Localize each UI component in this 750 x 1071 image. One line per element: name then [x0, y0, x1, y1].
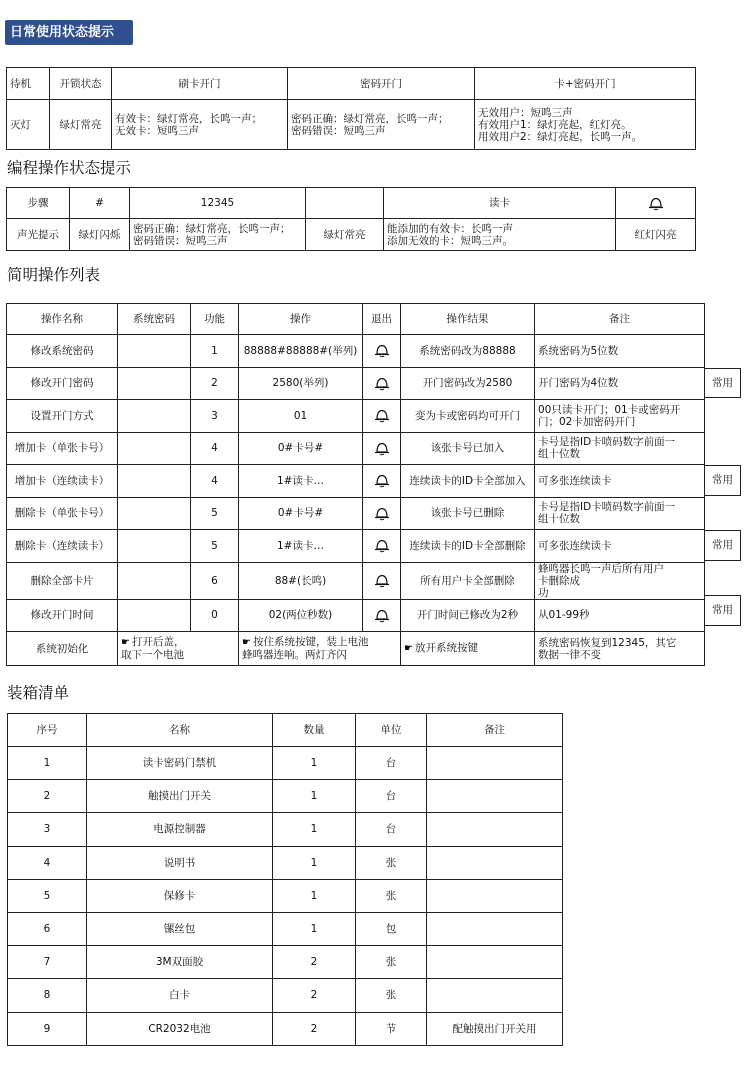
ops-cell-exit [363, 335, 401, 368]
packing-cell-unit: 张 [356, 979, 427, 1012]
packing-cell-name: 说明书 [87, 846, 273, 879]
ops-header-note: 备注 [535, 304, 705, 335]
ops-cell-result: 该张卡号已加入 [401, 432, 535, 465]
packing-cell-qty: 1 [273, 912, 356, 945]
ops-cell-result: 该张卡号已删除 [401, 497, 535, 530]
ops-cell-func: 6 [191, 562, 239, 599]
ops-cell-op: 0#卡号# [239, 432, 363, 465]
packing-header-qty: 数量 [273, 714, 356, 747]
packing-header-no: 序号 [8, 714, 87, 747]
ops-cell-note: 从01-99秒 [535, 599, 705, 632]
packing-row [8, 879, 563, 912]
packing-cell-name: 镙丝包 [87, 912, 273, 945]
packing-cell-no: 3 [8, 813, 87, 846]
section-title-ops: 简明操作列表 [7, 266, 101, 284]
programming-status-table [6, 187, 696, 251]
ops-cell-syspwd [118, 465, 191, 498]
packing-row [8, 813, 563, 846]
ops-cell-note: 卡号是指ID卡喷码数字前面一 组十位数 [535, 432, 705, 465]
ops-row [7, 599, 705, 632]
section-title-packing: 装箱清单 [7, 684, 70, 702]
ops-cell-note: 蜂鸣器长鸣一声后所有用户 卡删除成 功 [535, 562, 705, 599]
ops-cell-result: 开门时间已修改为2秒 [401, 599, 535, 632]
packing-cell-no: 1 [8, 747, 87, 780]
ops-cell-op: 1#读卡… [239, 530, 363, 563]
ops-cell-exit [363, 497, 401, 530]
packing-cell-no: 5 [8, 879, 87, 912]
ops-cell-op: 02(两位秒数) [239, 599, 363, 632]
packing-cell-unit: 台 [356, 747, 427, 780]
ops-cell-name: 设置开门方式 [7, 400, 118, 433]
ops-cell-op: 2580(举列) [239, 367, 363, 400]
init-step3: ☛ 放开系统按键 [401, 632, 535, 666]
packing-cell-no: 6 [8, 912, 87, 945]
ops-cell-name: 删除卡（连续读卡） [7, 530, 118, 563]
ops-cell-result: 变为卡或密码均可开门 [401, 400, 535, 433]
ops-cell-name: 删除卡（单张卡号） [7, 497, 118, 530]
packing-row [8, 780, 563, 813]
ops-row [7, 530, 705, 563]
packing-cell-qty: 1 [273, 846, 356, 879]
bell-icon [647, 196, 665, 211]
ops-cell-name: 增加卡（连续读卡） [7, 465, 118, 498]
section-title-daily: 日常使用状态提示 [5, 20, 133, 45]
init-step2: ☛ 按住系统按键，装上电池 蜂鸣器连响。两灯齐闪 [239, 632, 401, 666]
ops-cell-name: 增加卡（单张卡号） [7, 432, 118, 465]
packing-cell-name: CR2032电池 [87, 1012, 273, 1045]
ops-cell-result: 连续读卡的ID卡全部删除 [401, 530, 535, 563]
ops-cell-func: 5 [191, 530, 239, 563]
packing-cell-no: 9 [8, 1012, 87, 1045]
ops-cell-syspwd [118, 367, 191, 400]
cell-standby: 灭灯 [7, 100, 50, 150]
common-tag: 常用 [704, 530, 741, 561]
ops-header-result: 操作结果 [401, 304, 535, 335]
ops-cell-op: 88#(长鸣) [239, 562, 363, 599]
packing-row [8, 747, 563, 780]
ops-cell-func: 0 [191, 599, 239, 632]
ops-row [7, 335, 705, 368]
packing-cell-unit: 节 [356, 1012, 427, 1045]
packing-cell-qty: 2 [273, 946, 356, 979]
ops-cell-exit [363, 400, 401, 433]
packing-cell-unit: 台 [356, 780, 427, 813]
packing-header-unit: 单位 [356, 714, 427, 747]
ops-header-exit: 退出 [363, 304, 401, 335]
packing-cell-qty: 1 [273, 747, 356, 780]
ops-cell-exit [363, 367, 401, 400]
ops-cell-note: 开门密码为4位数 [535, 367, 705, 400]
bell-icon [373, 506, 391, 521]
ops-cell-note: 卡号是指ID卡喷码数字前面一 组十位数 [535, 497, 705, 530]
packing-row [8, 946, 563, 979]
packing-cell-note [427, 979, 563, 1012]
prog-cell-code-result: 密码正确：绿灯常亮，长鸣一声； 密码错误：短鸣三声 [130, 219, 306, 251]
cell-password-open: 密码正确：绿灯常亮，长鸣一声； 密码错误：短鸣三声 [288, 100, 475, 150]
packing-header-note: 备注 [427, 714, 563, 747]
packing-cell-no: 7 [8, 946, 87, 979]
ops-header-op: 操作 [239, 304, 363, 335]
init-name: 系统初始化 [7, 632, 118, 666]
ops-cell-note: 可多张连续读卡 [535, 465, 705, 498]
prog-header-bell [616, 188, 696, 219]
ops-cell-syspwd [118, 432, 191, 465]
ops-row [7, 400, 705, 433]
packing-cell-unit: 张 [356, 946, 427, 979]
prog-cell-green-flash: 绿灯闪烁 [70, 219, 130, 251]
prog-cell-light-sound: 声光提示 [7, 219, 70, 251]
ops-cell-note: 系统密码为5位数 [535, 335, 705, 368]
packing-cell-note [427, 747, 563, 780]
daily-status-table [6, 67, 696, 150]
ops-row [7, 432, 705, 465]
prog-cell-read-result: 能添加的有效卡：长鸣一声 添加无效的卡：短鸣三声。 [384, 219, 616, 251]
ops-cell-result: 开门密码改为2580 [401, 367, 535, 400]
packing-cell-qty: 2 [273, 979, 356, 1012]
ops-header-name: 操作名称 [7, 304, 118, 335]
bell-icon [373, 573, 391, 588]
packing-cell-note [427, 780, 563, 813]
hand-pointer-icon: ☛ [242, 637, 251, 648]
packing-cell-note: 配触摸出门开关用 [427, 1012, 563, 1045]
ops-row [7, 465, 705, 498]
packing-cell-no: 2 [8, 780, 87, 813]
init-step1: ☛ 打开后盖， 取下一个电池 [118, 632, 239, 666]
hand-pointer-icon: ☛ [121, 637, 130, 648]
ops-cell-func: 2 [191, 367, 239, 400]
packing-row [8, 912, 563, 945]
header-card-open: 刷卡开门 [112, 68, 288, 100]
packing-table [7, 713, 563, 1046]
prog-cell-red-flash: 红灯闪亮 [616, 219, 696, 251]
prog-header-empty [306, 188, 384, 219]
ops-cell-syspwd [118, 400, 191, 433]
packing-cell-no: 8 [8, 979, 87, 1012]
packing-cell-name: 保修卡 [87, 879, 273, 912]
packing-cell-name: 读卡密码门禁机 [87, 747, 273, 780]
section-title-programming: 编程操作状态提示 [7, 159, 132, 177]
bell-icon [373, 473, 391, 488]
packing-row [8, 979, 563, 1012]
bell-icon [373, 408, 391, 423]
packing-cell-name: 3M双面胶 [87, 946, 273, 979]
ops-table [6, 303, 705, 666]
packing-row [8, 846, 563, 879]
packing-cell-qty: 1 [273, 879, 356, 912]
packing-cell-note [427, 912, 563, 945]
prog-header-hash: # [70, 188, 130, 219]
packing-cell-qty: 1 [273, 813, 356, 846]
ops-cell-func: 4 [191, 432, 239, 465]
ops-cell-func: 4 [191, 465, 239, 498]
packing-cell-unit: 张 [356, 879, 427, 912]
cell-card-open: 有效卡：绿灯常亮，长鸣一声； 无效卡：短鸣三声 [112, 100, 288, 150]
packing-cell-qty: 2 [273, 1012, 356, 1045]
cell-unlock-state: 绿灯常亮 [50, 100, 112, 150]
init-result: 系统密码恢复到12345，其它 数据一律不变 [535, 632, 705, 666]
ops-header-func: 功能 [191, 304, 239, 335]
ops-cell-syspwd [118, 599, 191, 632]
ops-row [7, 562, 705, 599]
prog-header-step: 步骤 [7, 188, 70, 219]
ops-cell-exit [363, 530, 401, 563]
header-password-open: 密码开门 [288, 68, 475, 100]
packing-cell-name: 电源控制器 [87, 813, 273, 846]
bell-icon [373, 343, 391, 358]
ops-cell-syspwd [118, 335, 191, 368]
ops-cell-func: 3 [191, 400, 239, 433]
ops-cell-op: 0#卡号# [239, 497, 363, 530]
ops-cell-result: 系统密码改为88888 [401, 335, 535, 368]
header-standby: 待机 [7, 68, 50, 100]
packing-cell-unit: 张 [356, 846, 427, 879]
hand-pointer-icon: ☛ [404, 643, 413, 654]
bell-icon [373, 538, 391, 553]
ops-cell-name: 修改开门密码 [7, 367, 118, 400]
packing-cell-name: 白卡 [87, 979, 273, 1012]
packing-cell-unit: 台 [356, 813, 427, 846]
common-tag: 常用 [704, 595, 741, 626]
prog-cell-green-on: 绿灯常亮 [306, 219, 384, 251]
ops-header-syspwd: 系统密码 [118, 304, 191, 335]
packing-cell-note [427, 946, 563, 979]
ops-cell-op: 1#读卡… [239, 465, 363, 498]
packing-cell-unit: 包 [356, 912, 427, 945]
common-tag: 常用 [704, 465, 741, 496]
ops-cell-exit [363, 465, 401, 498]
packing-cell-no: 4 [8, 846, 87, 879]
bell-icon [373, 441, 391, 456]
ops-cell-func: 1 [191, 335, 239, 368]
packing-cell-note [427, 879, 563, 912]
ops-row [7, 497, 705, 530]
prog-header-code: 12345 [130, 188, 306, 219]
ops-cell-note: 00只读卡开门；01卡或密码开 门；02卡加密码开门 [535, 400, 705, 433]
ops-cell-exit [363, 599, 401, 632]
packing-row [8, 1012, 563, 1045]
cell-card-password-open: 无效用户：短鸣三声 有效用户1：绿灯亮起，红灯亮。 用效用户2：绿灯亮起，长鸣一声。 [475, 100, 696, 150]
ops-cell-syspwd [118, 497, 191, 530]
ops-cell-result: 所有用户卡全部删除 [401, 562, 535, 599]
ops-cell-name: 修改开门时间 [7, 599, 118, 632]
bell-icon [373, 376, 391, 391]
common-tag: 常用 [704, 368, 741, 399]
packing-cell-name: 触摸出门开关 [87, 780, 273, 813]
ops-cell-name: 修改系统密码 [7, 335, 118, 368]
ops-cell-note: 可多张连续读卡 [535, 530, 705, 563]
ops-cell-op: 01 [239, 400, 363, 433]
ops-cell-func: 5 [191, 497, 239, 530]
header-card-password-open: 卡+密码开门 [475, 68, 696, 100]
bell-icon [373, 608, 391, 623]
ops-cell-name: 删除全部卡片 [7, 562, 118, 599]
ops-cell-op: 88888#88888#(举列) [239, 335, 363, 368]
header-unlock-state: 开锁状态 [50, 68, 112, 100]
ops-cell-syspwd [118, 530, 191, 563]
packing-cell-qty: 1 [273, 780, 356, 813]
ops-cell-exit [363, 432, 401, 465]
ops-cell-syspwd [118, 562, 191, 599]
prog-header-read-card: 读卡 [384, 188, 616, 219]
ops-cell-exit [363, 562, 401, 599]
ops-row [7, 367, 705, 400]
ops-cell-result: 连续读卡的ID卡全部加入 [401, 465, 535, 498]
packing-header-name: 名称 [87, 714, 273, 747]
packing-cell-note [427, 846, 563, 879]
packing-cell-note [427, 813, 563, 846]
